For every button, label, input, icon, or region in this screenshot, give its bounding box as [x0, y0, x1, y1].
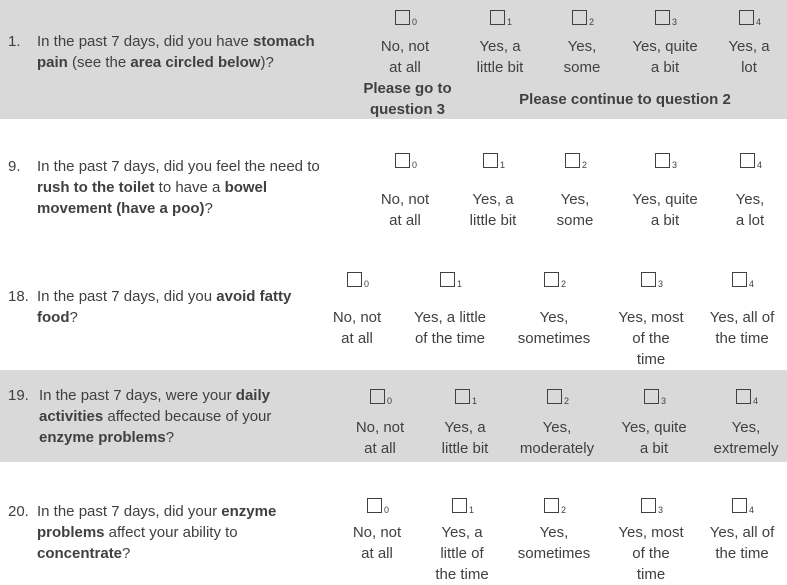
- question-emphasis: daily: [235, 387, 270, 404]
- question-segment: In the past 7 days, did you: [37, 288, 217, 305]
- checkbox-subscript: 1: [457, 279, 463, 289]
- question-segment: In the past 7 days, were your: [39, 387, 236, 404]
- question-text: [37, 31, 357, 73]
- question-text: [37, 286, 327, 328]
- answer-label: Yes, quite a bit: [632, 191, 698, 229]
- answer-checkbox-2[interactable]: [544, 498, 559, 513]
- checkbox-subscript: 4: [749, 505, 755, 515]
- question-emphasis: pain: [37, 54, 68, 71]
- question-text: [39, 385, 339, 448]
- answer-label: Yes, a lot: [735, 191, 765, 229]
- checkbox-subscript: 3: [661, 396, 667, 406]
- checkbox-subscript: 4: [749, 279, 755, 289]
- checkbox-subscript: 4: [756, 17, 762, 27]
- question-number: 18.: [8, 288, 29, 305]
- checkbox-subscript: 1: [469, 505, 475, 515]
- skip-instruction: Please go to question 3: [363, 80, 452, 118]
- answer-checkbox-4[interactable]: [736, 389, 751, 404]
- answer-checkbox-3[interactable]: [641, 498, 656, 513]
- continue-instruction: Please continue to question 2: [519, 91, 731, 108]
- question-emphasis: activities: [39, 408, 104, 425]
- checkbox-subscript: 2: [582, 160, 588, 170]
- question-segment: ?: [204, 200, 213, 217]
- question-segment: ?: [122, 545, 131, 562]
- question-emphasis: food: [37, 309, 70, 326]
- answer-checkbox-1[interactable]: [440, 272, 455, 287]
- answer-checkbox-2[interactable]: [544, 272, 559, 287]
- answer-label: Yes, extremely: [713, 419, 779, 457]
- answer-label: Yes, a little bit: [476, 38, 524, 76]
- checkbox-subscript: 1: [500, 160, 506, 170]
- question-emphasis: movement (have a poo): [37, 200, 205, 217]
- answer-label: Yes, all of the time: [709, 524, 775, 562]
- checkbox-subscript: 1: [472, 396, 478, 406]
- checkbox-subscript: 3: [658, 279, 664, 289]
- checkbox-subscript: 4: [753, 396, 759, 406]
- question-emphasis: stomach: [252, 33, 315, 50]
- answer-label: No, not at all: [355, 419, 405, 457]
- answer-label: Yes, quite a bit: [621, 419, 687, 457]
- question-number: 1.: [8, 33, 21, 50]
- question-emphasis: rush to the toilet: [37, 179, 155, 196]
- question-segment: In the past 7 days, did you have: [37, 33, 253, 50]
- answer-checkbox-1[interactable]: [483, 153, 498, 168]
- checkbox-subscript: 0: [412, 17, 418, 27]
- answer-label: No, not at all: [380, 38, 430, 76]
- answer-checkbox-4[interactable]: [740, 153, 755, 168]
- question-segment: In the past 7 days, did your: [37, 503, 222, 520]
- answer-checkbox-1[interactable]: [455, 389, 470, 404]
- answer-label: Yes, sometimes: [517, 524, 591, 562]
- answer-label: Yes, quite a bit: [632, 38, 698, 76]
- answer-label: Yes, all of the time: [709, 309, 775, 347]
- answer-checkbox-2[interactable]: [572, 10, 587, 25]
- answer-checkbox-1[interactable]: [490, 10, 505, 25]
- answer-checkbox-4[interactable]: [739, 10, 754, 25]
- answer-label: Yes, a little of the time: [435, 524, 489, 583]
- question-emphasis: enzyme problems: [39, 429, 166, 446]
- answer-label: Yes, moderately: [519, 419, 595, 457]
- answer-checkbox-0[interactable]: [367, 498, 382, 513]
- answer-label: Yes, a little bit: [441, 419, 489, 457]
- question-emphasis: problems: [37, 524, 105, 541]
- checkbox-subscript: 0: [387, 396, 393, 406]
- answer-checkbox-3[interactable]: [641, 272, 656, 287]
- checkbox-subscript: 2: [589, 17, 595, 27]
- checkbox-subscript: 1: [507, 17, 513, 27]
- answer-checkbox-0[interactable]: [370, 389, 385, 404]
- question-emphasis: bowel: [224, 179, 268, 196]
- checkbox-subscript: 0: [384, 505, 390, 515]
- question-segment: affected because of your: [103, 408, 272, 425]
- answer-label: Yes, most of the time: [618, 524, 684, 583]
- question-number: 20.: [8, 503, 29, 520]
- question-segment: )?: [260, 54, 274, 71]
- question-text: [37, 156, 357, 219]
- question-emphasis: concentrate: [37, 545, 123, 562]
- answer-checkbox-0[interactable]: [395, 10, 410, 25]
- checkbox-subscript: 4: [757, 160, 763, 170]
- question-segment: ?: [69, 309, 78, 326]
- checkbox-subscript: 2: [564, 396, 570, 406]
- checkbox-subscript: 3: [672, 17, 678, 27]
- answer-checkbox-0[interactable]: [347, 272, 362, 287]
- answer-checkbox-0[interactable]: [395, 153, 410, 168]
- answer-checkbox-2[interactable]: [565, 153, 580, 168]
- checkbox-subscript: 3: [658, 505, 664, 515]
- question-text: [37, 501, 337, 564]
- answer-checkbox-3[interactable]: [655, 10, 670, 25]
- checkbox-subscript: 3: [672, 160, 678, 170]
- question-segment: In the past 7 days, did you feel the need to: [37, 158, 320, 175]
- answer-checkbox-1[interactable]: [452, 498, 467, 513]
- answer-label: No, not at all: [332, 309, 382, 347]
- answer-label: Yes, a lot: [728, 38, 770, 76]
- question-number: 19.: [8, 387, 29, 404]
- question-segment: to have a: [154, 179, 225, 196]
- answer-checkbox-3[interactable]: [644, 389, 659, 404]
- answer-label: Yes, a little of the time: [414, 309, 486, 347]
- answer-label: Yes, most of the time: [618, 309, 684, 368]
- question-emphasis: avoid fatty: [216, 288, 292, 305]
- answer-checkbox-2[interactable]: [547, 389, 562, 404]
- checkbox-subscript: 2: [561, 279, 567, 289]
- answer-label: Yes, some: [563, 38, 601, 76]
- checkbox-subscript: 0: [364, 279, 370, 289]
- answer-label: Yes, a little bit: [469, 191, 517, 229]
- question-emphasis: enzyme: [221, 503, 277, 520]
- question-segment: ?: [165, 429, 175, 446]
- checkbox-subscript: 2: [561, 505, 567, 515]
- answer-label: Yes, some: [556, 191, 594, 229]
- answer-checkbox-4[interactable]: [732, 272, 747, 287]
- answer-checkbox-3[interactable]: [655, 153, 670, 168]
- checkbox-subscript: 0: [412, 160, 418, 170]
- answer-checkbox-4[interactable]: [732, 498, 747, 513]
- answer-label: No, not at all: [352, 524, 402, 562]
- question-number: 9.: [8, 158, 21, 175]
- answer-label: No, not at all: [380, 191, 430, 229]
- question-segment: affect your ability to: [104, 524, 238, 541]
- question-segment: (see the: [67, 54, 131, 71]
- question-emphasis: area circled below: [130, 54, 261, 71]
- answer-label: Yes, sometimes: [517, 309, 591, 347]
